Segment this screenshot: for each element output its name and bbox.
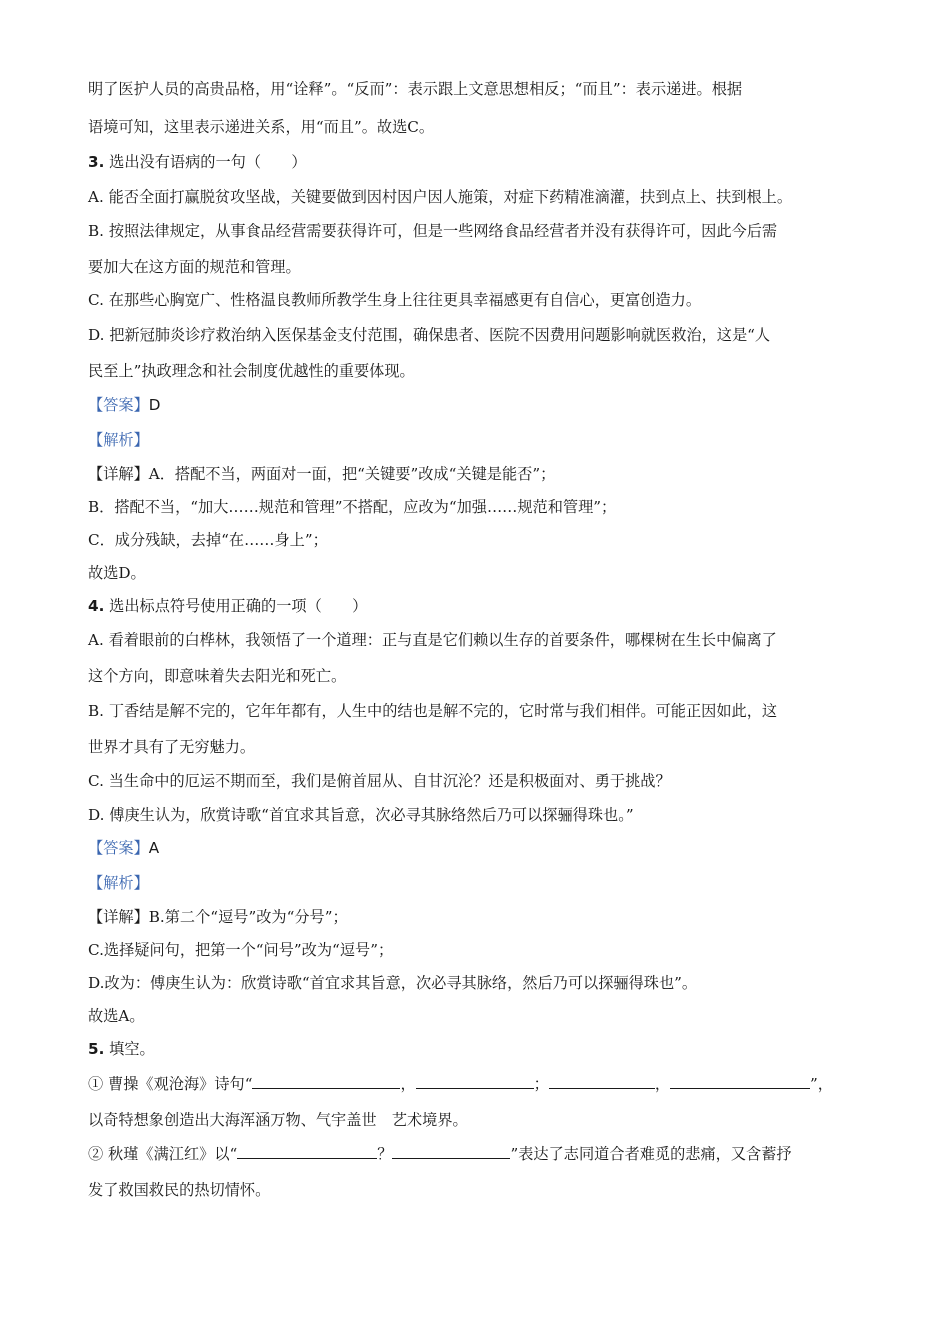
detail-line: C.选择疑问句，把第一个“问号”改为“逗号”； [88, 941, 394, 959]
fill-blank[interactable] [237, 1143, 377, 1159]
punct: ， [654, 1075, 671, 1093]
detail-line [88, 463, 555, 485]
answer-tag: 【答案】 [88, 396, 149, 414]
detail-line: B．搭配不当，“加大……规范和管理”不搭配，应改为“加强……规范和管理”； [88, 498, 617, 516]
text-line: 明了医护人员的高贵品格，用“诠释”。“反而”：表示跟上文意思想相反；“而且”：表示递进。根据 [88, 80, 743, 98]
option-b-cont: 世界才具有了无穷魅力。 [88, 738, 256, 756]
option-a: A. 能否全面打赢脱贫攻坚战，关键要做到因村因户因人施策，对症下药精准滴灌，扶到点上、扶到根上。 [88, 188, 793, 206]
detail-line: C．成分残缺，去掉“在……身上”； [88, 531, 328, 549]
answer-line [88, 837, 159, 859]
detail-line [88, 906, 348, 928]
answer-value: A [148, 839, 160, 857]
punct: ， [400, 1075, 416, 1093]
option-b-cont: 要加大在这方面的规范和管理。 [88, 258, 301, 276]
detail-tag: 【详解】 [88, 465, 149, 483]
fill-blank[interactable] [549, 1073, 655, 1089]
question-number: 3. [88, 153, 105, 171]
option-c: C. 在那些心胸宽广、性格温良教师所教学生身上往往更具幸福感更有自信心，更富创造力。 [88, 291, 702, 309]
detail-line: D.改为：傅庚生认为：欣赏诗歌“首宜求其旨意，次必寻其脉络，然后乃可以探骊得珠也”。 [88, 974, 698, 992]
option-a: A. 看着眼前的白桦林，我领悟了一个道理：正与直是它们赖以生存的首要条件，哪棵树在生长中偏离了 [88, 631, 777, 649]
fill-item-1 [88, 1073, 833, 1095]
question-4-stem [88, 595, 367, 617]
question-text: 填空。 [104, 1040, 155, 1058]
option-d: D. 傅庚生认为，欣赏诗歌“首宜求其旨意，次必寻其脉络然后乃可以探骊得珠也。” [88, 806, 634, 824]
option-d-cont: 民至上”执政理念和社会制度优越性的重要体现。 [88, 362, 415, 380]
fill-item-prefix: ① 曹操《观沧海》诗句“ [88, 1075, 253, 1093]
punct: ； [533, 1075, 549, 1093]
detail-conclusion: 故选D。 [88, 564, 146, 582]
fill-item-1-cont: 以奇特想象创造出大海浑涵万物、气宇盖世 艺术境界。 [88, 1111, 468, 1129]
detail-text: A．搭配不当，两面对一面，把“关键要”改成“关键是能否”； [148, 465, 556, 483]
question-3-stem [88, 151, 307, 173]
fill-blank[interactable] [670, 1073, 810, 1089]
fill-blank[interactable] [252, 1073, 400, 1089]
answer-value: D [148, 396, 161, 414]
fill-item-prefix: ② 秋瑾《满江红》以“ [88, 1145, 238, 1163]
detail-conclusion: 故选A。 [88, 1007, 145, 1025]
text-line: 语境可知，这里表示递进关系，用“而且”。故选C。 [88, 118, 435, 136]
question-text: 选出没有语病的一句（ ） [104, 153, 307, 171]
option-c: C. 当生命中的厄运不期而至，我们是俯首屈从、自甘沉沦？还是积极面对、勇于挑战？ [88, 772, 671, 790]
option-a-cont: 这个方向，即意味着失去阳光和死亡。 [88, 667, 347, 685]
punct: ”， [810, 1075, 833, 1093]
analysis-tag: 【解析】 [88, 874, 149, 892]
analysis-tag: 【解析】 [88, 431, 149, 449]
option-d: D. 把新冠肺炎诊疗救治纳入医保基金支付范围，确保患者、医院不因费用问题影响就医救治，这是“人 [88, 326, 771, 344]
fill-blank[interactable] [392, 1143, 510, 1159]
punct: ？ [377, 1145, 393, 1163]
question-text: 选出标点符号使用正确的一项（ ） [104, 597, 368, 615]
fill-blank[interactable] [416, 1073, 534, 1089]
question-number: 4. [88, 597, 105, 615]
answer-line [88, 394, 160, 416]
answer-tag: 【答案】 [88, 839, 149, 857]
question-5-stem [88, 1038, 155, 1060]
punct: ”表达了志同道合者难觅的悲痛，又含蓄抒 [510, 1145, 792, 1163]
detail-tag: 【详解】 [88, 908, 149, 926]
option-b: B. 丁香结是解不完的，它年年都有，人生中的结也是解不完的，它时常与我们相伴。可能正因如此，这 [88, 702, 778, 720]
option-b: B. 按照法律规定，从事食品经营需要获得许可，但是一些网络食品经营者并没有获得许可，因此今后需 [88, 222, 778, 240]
fill-item-2 [88, 1143, 792, 1165]
fill-item-2-cont: 发了救国救民的热切情怀。 [88, 1181, 271, 1199]
question-number: 5. [88, 1040, 105, 1058]
detail-text: B.第二个“逗号”改为“分号”； [148, 908, 348, 926]
